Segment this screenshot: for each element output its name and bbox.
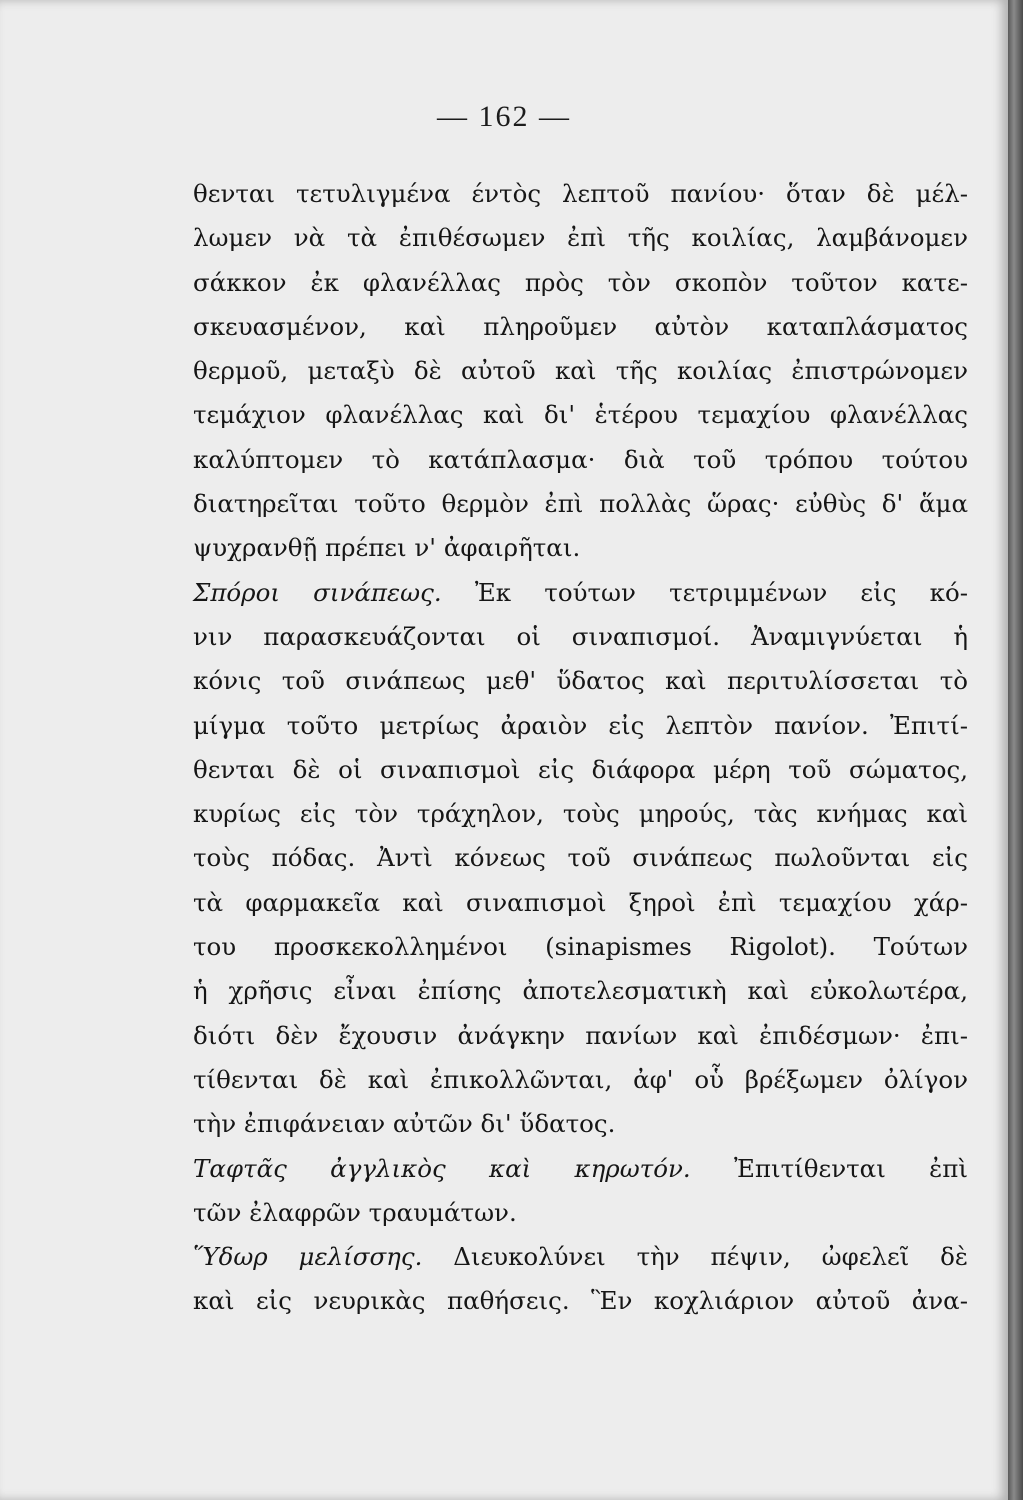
text-run: μίγμα τοῦτο μετρίως ἀραιὸν εἰς λεπτὸν πανίον. Ἐπιτί- xyxy=(193,710,968,740)
text-line xyxy=(193,349,968,393)
text-line xyxy=(193,305,968,349)
text-run: τίθενται δὲ καὶ ἐπικολλῶνται, ἀφ' οὗ βρέξωμεν ὀλίγον xyxy=(193,1064,968,1094)
text-run: σκευασμένον, καὶ πληροῦμεν αὐτὸν καταπλάσματος xyxy=(193,311,968,341)
text-run: τὴν ἐπιφάνειαν αὐτῶν δι' ὕδατος. xyxy=(193,1109,616,1139)
text-line xyxy=(193,704,968,748)
text-line xyxy=(193,172,968,216)
text-line xyxy=(193,571,968,615)
text-run: ψυχρανθῇ πρέπει ν' ἀφαιρῆται. xyxy=(193,533,581,563)
text-line xyxy=(193,615,968,659)
body-text xyxy=(193,172,968,1324)
section-heading: Ταφτᾶς ἀγγλικὸς καὶ κηρωτόν. xyxy=(193,1153,691,1183)
text-run: διατηρεῖται τοῦτο θερμὸν ἐπὶ πολλὰς ὥρας· εὐθὺς δ' ἅμα xyxy=(193,489,968,519)
text-line xyxy=(193,482,968,526)
text-line xyxy=(193,836,968,880)
text-line xyxy=(193,526,968,570)
text-run: του προσκεκολλημένοι (sinapismes Rigolot). Τούτων xyxy=(193,932,968,962)
page-edge xyxy=(1008,0,1023,1500)
text-run: ἡ χρῆσις εἶναι ἐπίσης ἀποτελεσματικὴ καὶ εὐκολωτέρα, xyxy=(193,976,968,1006)
text-line xyxy=(193,1279,968,1323)
text-run: καλύπτομεν τὸ κατάπλασμα· διὰ τοῦ τρόπου τούτου xyxy=(193,444,968,474)
text-run: νιν παρασκευάζονται οἱ σιναπισμοί. Ἀναμιγνύεται ἡ xyxy=(193,621,968,651)
text-run: θενται τετυλιγμένα έντὸς λεπτοῦ πανίου· ὅταν δὲ μέλ- xyxy=(193,179,968,208)
text-line xyxy=(193,1191,968,1235)
text-line xyxy=(193,261,968,305)
text-line xyxy=(193,792,968,836)
text-line xyxy=(193,969,968,1013)
text-line xyxy=(193,393,968,437)
text-run: Ἐπιτίθενται ἐπὶ xyxy=(690,1153,968,1183)
text-line xyxy=(193,748,968,792)
text-run: σάκκον ἐκ φλανέλλας πρὸς τὸν σκοπὸν τοῦτον κατε- xyxy=(193,267,968,297)
text-run: διότι δὲν ἔχουσιν ἀνάγκην πανίων καὶ ἐπιδέσμων· ἐπι- xyxy=(193,1020,968,1050)
text-line xyxy=(193,925,968,969)
text-line xyxy=(193,1102,968,1146)
page-number: — 162 — xyxy=(437,100,571,133)
text-run: κυρίως εἰς τὸν τράχηλον, τοὺς μηρούς, τὰς κνήμας καὶ xyxy=(193,799,968,829)
text-line xyxy=(193,659,968,703)
section-heading: Σπόροι σινάπεως. xyxy=(193,577,442,607)
text-run: τὰ φαρμακεῖα καὶ σιναπισμοὶ ξηροὶ ἐπὶ τεμαχίου χάρ- xyxy=(193,887,968,917)
text-run: τεμάχιον φλανέλλας καὶ δι' ἑτέρου τεμαχίου φλανέλλας xyxy=(193,400,968,430)
text-run: τοὺς πόδας. Ἀντὶ κόνεως τοῦ σινάπεως πωλοῦνται εἰς xyxy=(193,843,968,873)
text-line xyxy=(193,1058,968,1102)
text-run: θερμοῦ, μεταξὺ δὲ αὐτοῦ καὶ τῆς κοιλίας ἐπιστρώνομεν xyxy=(193,356,968,386)
text-line xyxy=(193,438,968,482)
text-run: καὶ εἰς νευρικὰς παθήσεις. Ἓν κοχλιάριον αὐτοῦ ἀνα- xyxy=(193,1286,968,1316)
text-line xyxy=(193,1235,968,1279)
text-line xyxy=(193,1147,968,1191)
text-run: λωμεν νὰ τὰ ἐπιθέσωμεν ἐπὶ τῆς κοιλίας, λαμβάνομεν xyxy=(193,223,968,253)
text-run: τῶν ἐλαφρῶν τραυμάτων. xyxy=(193,1197,517,1227)
text-run: κόνις τοῦ σινάπεως μεθ' ὕδατος καὶ περιτυλίσσεται τὸ xyxy=(193,666,968,696)
text-run: Διευκολύνει τὴν πέψιν, ὠφελεῖ δὲ xyxy=(422,1242,968,1272)
text-line xyxy=(193,216,968,260)
text-run: Ἐκ τούτων τετριμμένων εἰς κό- xyxy=(441,577,969,607)
text-line xyxy=(193,881,968,925)
text-run: θενται δὲ οἱ σιναπισμοὶ εἰς διάφορα μέρη τοῦ σώματος, xyxy=(193,754,968,784)
section-heading: Ὕδωρ μελίσσης. xyxy=(193,1242,423,1272)
text-line xyxy=(193,1014,968,1058)
